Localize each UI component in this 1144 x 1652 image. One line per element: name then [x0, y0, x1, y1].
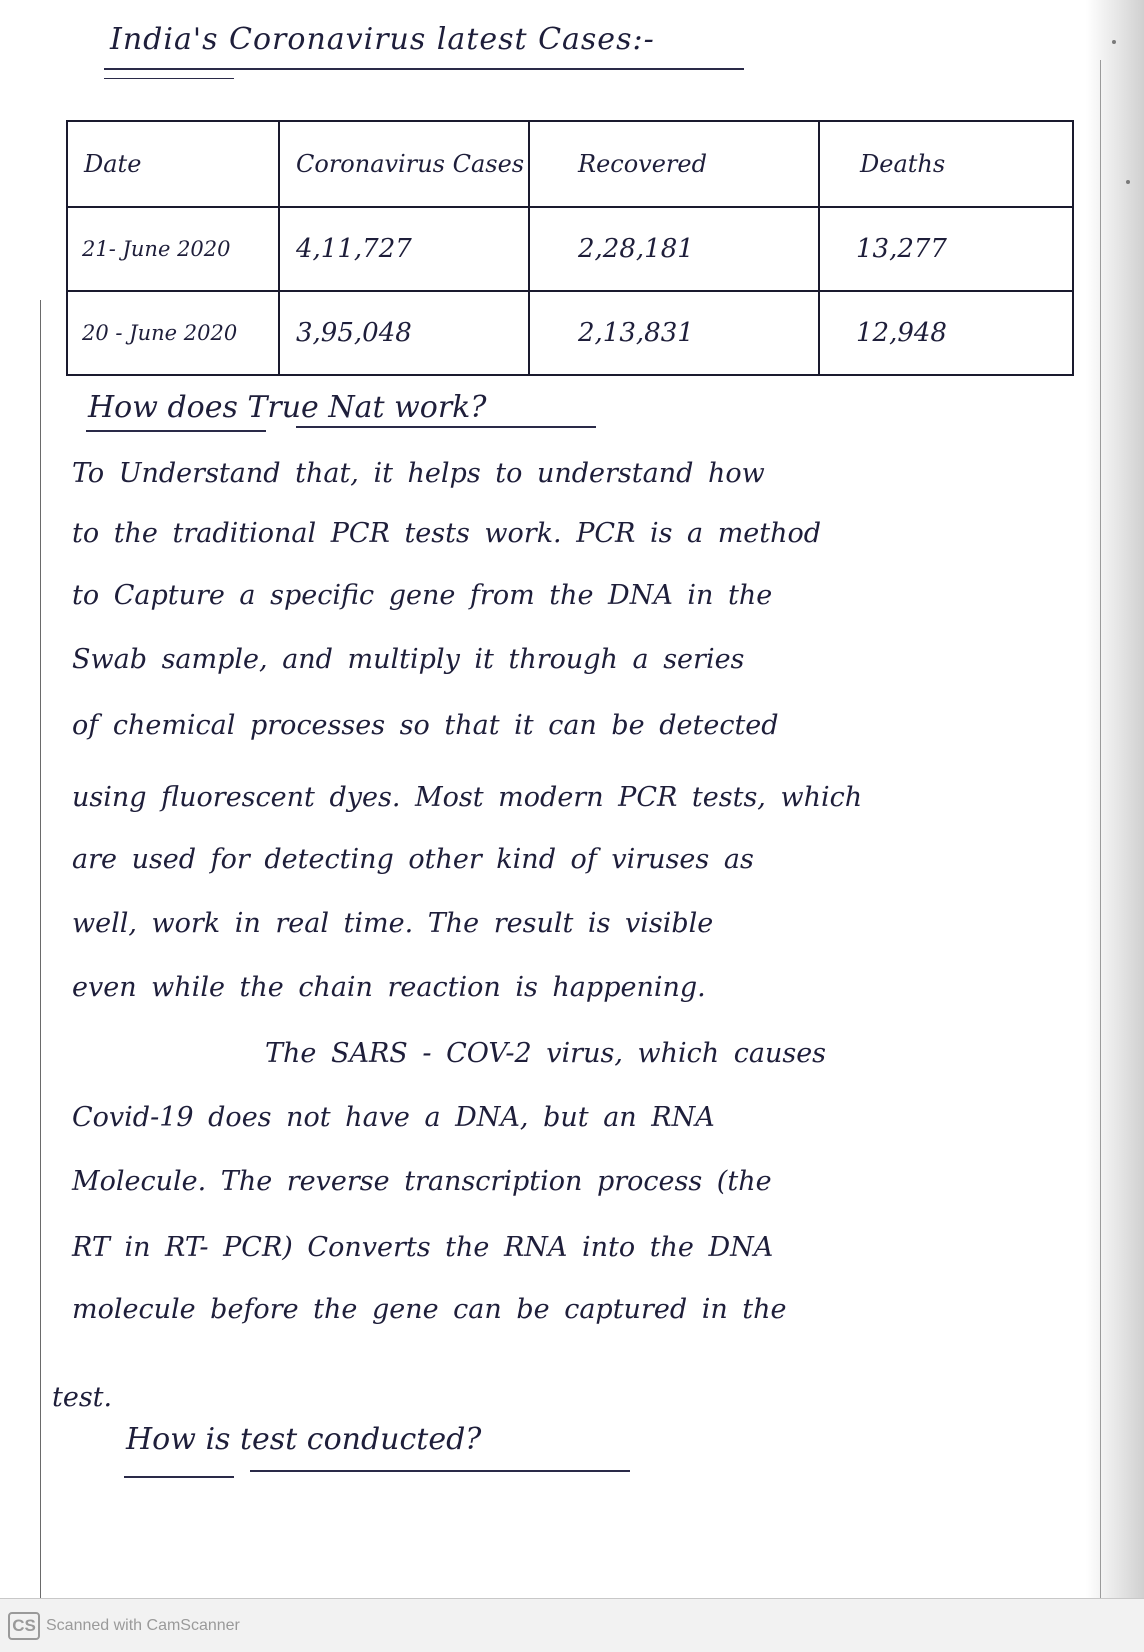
section-heading-test: How is test conducted? — [126, 1422, 482, 1457]
scan-edge-shadow — [1086, 0, 1144, 1600]
table-row — [67, 291, 1073, 375]
row-recovered: 2,28,181 — [529, 207, 819, 291]
heading-underline — [250, 1470, 630, 1472]
body-line: Covid-19 does not have a DNA, but an RNA — [72, 1102, 715, 1133]
body-line: to Capture a specific gene from the DNA in the — [72, 580, 773, 611]
header-recovered: Recovered — [529, 121, 819, 207]
heading-underline — [124, 1476, 234, 1478]
row-date: 20 - June 2020 — [67, 291, 279, 375]
body-line: To Understand that, it helps to understand how — [72, 458, 765, 489]
body-line: even while the chain reaction is happening. — [72, 972, 706, 1003]
title-underline-short — [104, 78, 234, 79]
header-date: Date — [67, 121, 279, 207]
body-line: to the traditional PCR tests work. PCR is a method — [72, 518, 822, 549]
body-line: molecule before the gene can be captured in the — [72, 1294, 787, 1325]
section-heading-truenat: How does True Nat work? — [88, 390, 487, 425]
heading-underline — [86, 430, 266, 432]
row-deaths: 13,277 — [819, 207, 1073, 291]
row-deaths: 12,948 — [819, 291, 1073, 375]
row-cases: 3,95,048 — [279, 291, 529, 375]
heading-underline — [296, 426, 596, 428]
body-line: are used for detecting other kind of viruses as — [72, 844, 754, 875]
camscanner-logo-icon: CS — [8, 1612, 40, 1640]
body-line: The SARS - COV-2 virus, which causes — [265, 1038, 827, 1069]
row-date: 21- June 2020 — [67, 207, 279, 291]
margin-line — [40, 300, 41, 1620]
row-cases: 4,11,727 — [279, 207, 529, 291]
header-deaths: Deaths — [819, 121, 1073, 207]
cases-table — [66, 120, 1074, 376]
body-line: test. — [52, 1382, 113, 1413]
header-cases: Coronavirus Cases — [279, 121, 529, 207]
page-title: India's Coronavirus latest Cases:- — [110, 22, 655, 57]
table-row — [67, 207, 1073, 291]
scan-speck — [1126, 180, 1130, 184]
table-header-row — [67, 121, 1073, 207]
body-line: of chemical processes so that it can be detected — [72, 710, 779, 741]
scan-speck — [1112, 40, 1116, 44]
body-line: well, work in real time. The result is visible — [72, 908, 714, 939]
watermark-text: Scanned with CamScanner — [46, 1617, 240, 1634]
body-line: RT in RT- PCR) Converts the RNA into the DNA — [72, 1232, 774, 1263]
scan-edge-line — [1100, 60, 1101, 1600]
camscanner-watermark — [8, 1612, 240, 1640]
body-line: Swab sample, and multiply it through a series — [72, 644, 745, 675]
body-line: Molecule. The reverse transcription process (the — [72, 1166, 772, 1197]
row-recovered: 2,13,831 — [529, 291, 819, 375]
body-line: using fluorescent dyes. Most modern PCR tests, which — [72, 782, 863, 813]
title-underline — [104, 68, 744, 70]
